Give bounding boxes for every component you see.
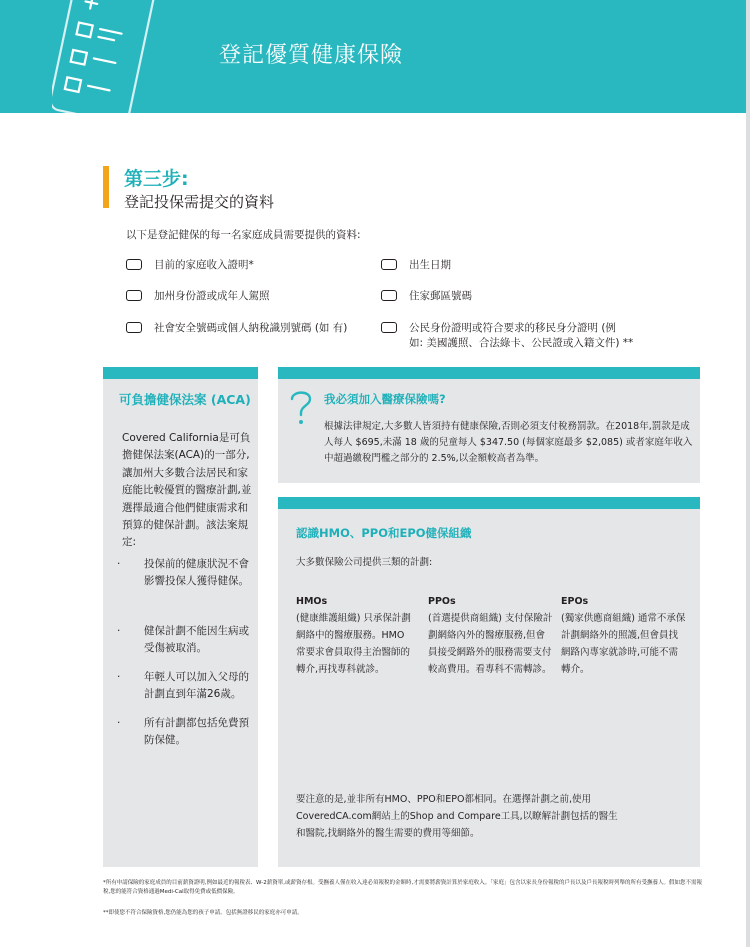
aca-body: Covered California是可負擔健保法案(ACA)的一部分,讓加州大多數合法居民和家庭能比較優質的醫療計劃,並選擇最適合他們健康需求和預算的健保計劃。該法案規定: xyxy=(122,432,252,549)
checklist-item-label: 住家郵區號碼 xyxy=(409,290,472,302)
question-body: 根據法律規定,大多數人皆須持有健康保險,否則必須支付稅務罰款。在2018年,罰款是成人每人 $695,未滿 18 歲的兒童每人 $347.50 (每個家庭最多 $2,085) 或者家庭年收入中超過繳稅門檻之部分的 2.5%,以金額較高者為準。 xyxy=(324,421,693,464)
plan-types-panel xyxy=(278,497,700,867)
plan-description: (獨家供應商組織) 通常不承保計劃網絡外的照護,但會員找網路內專家就診時,可能不需轉介。 xyxy=(561,613,686,675)
aca-title: 可負擔健保法案 (ACA) xyxy=(119,392,251,407)
aca-bullet-text: 年輕人可以加入父母的計劃直到年滿26歲。 xyxy=(144,671,249,701)
step-label: 第三步: xyxy=(124,168,189,190)
checklist-item-birth-date[interactable] xyxy=(381,258,451,273)
checklist-item-label: 出生日期 xyxy=(409,259,451,271)
checklist-item-ssn[interactable] xyxy=(126,321,347,336)
plan-name: EPOs xyxy=(561,596,589,607)
bullet-dot: · xyxy=(117,625,121,637)
aca-bullet-text: 所有計劃都包括免費預防保健。 xyxy=(144,717,249,747)
checklist-item-id-card[interactable] xyxy=(126,289,270,304)
plan-types-note: 要注意的是,並非所有HMO、PPO和EPO都相同。在選擇計劃之前,使用 CoveredCA.com網站上的Shop and Compare工具,以瞭解計劃包括的醫生和醫院,找網絡外的醫生需要的費用等細節。 xyxy=(296,794,618,839)
page-edge-strip xyxy=(746,0,750,947)
aca-topbar xyxy=(103,367,258,379)
bullet-dot: · xyxy=(117,671,121,683)
page-title: 登記優質健康保險 xyxy=(219,43,404,68)
plan-description: (首選提供商組織) 支付保險計劃網絡內外的醫療服務,但會員接受網路外的服務需要支付較高費用。看專科不需轉診。 xyxy=(428,613,553,675)
checklist-intro: 以下是登記健保的每一名家庭成員需要提供的資料: xyxy=(126,229,361,241)
question-topbar xyxy=(278,367,700,379)
step-accent-bar xyxy=(103,166,109,208)
footnote-immigration: **即使您不符合保險資格,您仍能為您的孩子申請。包括無證移民的家庭亦可申請。 xyxy=(103,910,303,916)
bullet-dot: · xyxy=(117,717,121,729)
checkbox-icon[interactable] xyxy=(381,290,397,301)
plan-name: HMOs xyxy=(296,596,328,607)
checklist-item-zip-code[interactable] xyxy=(381,289,472,304)
insurance-required-panel xyxy=(278,367,700,483)
citizenship-line-1: 公民身份證明或符合要求的移民身分證明 (例 xyxy=(409,322,616,334)
checkbox-icon[interactable] xyxy=(126,322,142,333)
plan-column-epo xyxy=(561,593,686,678)
checkbox-icon[interactable] xyxy=(381,259,397,270)
aca-bullet-text: 健保計劃不能因生病或受傷被取消。 xyxy=(144,625,249,655)
checkbox-icon[interactable] xyxy=(126,290,142,301)
plan-types-title: 認識HMO、PPO和EPO健保組織 xyxy=(296,526,472,540)
header-banner xyxy=(0,0,746,113)
question-title: 我必須加入醫療保險嗎? xyxy=(324,392,446,406)
checklist-item-label: 社會安全號碼或個人納稅識別號碼 (如 有) xyxy=(154,322,348,334)
aca-bullet-text: 投保前的健康狀況不會影響投保人獲得健保。 xyxy=(144,558,249,588)
plan-column-ppo xyxy=(428,593,553,678)
plan-name: PPOs xyxy=(428,596,456,607)
checklist-clipboard-icon xyxy=(52,0,172,113)
checklist-item-label xyxy=(409,321,633,351)
question-mark-icon xyxy=(286,387,316,427)
aca-sidebar xyxy=(103,367,258,867)
plan-column-hmo xyxy=(282,593,413,678)
footnote-income: *所有申請保險的家庭成員的目前薪資證明,例如最近的報稅表、W-2薪資單,或薪資存根。受撫養人僅在收入達必須報稅的金額時,才需要將薪資計算於家庭收入。「家庭」包含以家長身份報稅的戶長以及戶長報稅時列舉的所有受撫養人。假如您不需報稅,您的能符合資格通過Medi-Cal取得免費或低價保險。 xyxy=(103,880,702,895)
plan-description: (健康維護組織) 只承保計劃網絡中的醫療服務。HMO常要求會員取得主治醫師的轉介,再找專科就診。 xyxy=(296,613,411,675)
citizenship-line-2: 如: 美國護照、合法綠卡、公民證或入籍文件) ** xyxy=(409,337,634,349)
plan-types-intro: 大多數保險公司提供三類的計劃: xyxy=(296,557,433,568)
checklist-item-citizenship[interactable] xyxy=(381,321,633,351)
plan-types-topbar xyxy=(278,497,700,509)
step-subtitle: 登記投保需提交的資料 xyxy=(124,193,275,211)
bullet-dot: · xyxy=(117,558,121,570)
checkbox-icon[interactable] xyxy=(126,259,142,270)
checklist-item-label: 加州身份證或成年人駕照 xyxy=(154,290,270,302)
checklist-item-label: 目前的家庭收入證明* xyxy=(154,259,254,271)
checklist-item-income-proof[interactable] xyxy=(126,258,254,273)
checkbox-icon[interactable] xyxy=(381,322,397,333)
